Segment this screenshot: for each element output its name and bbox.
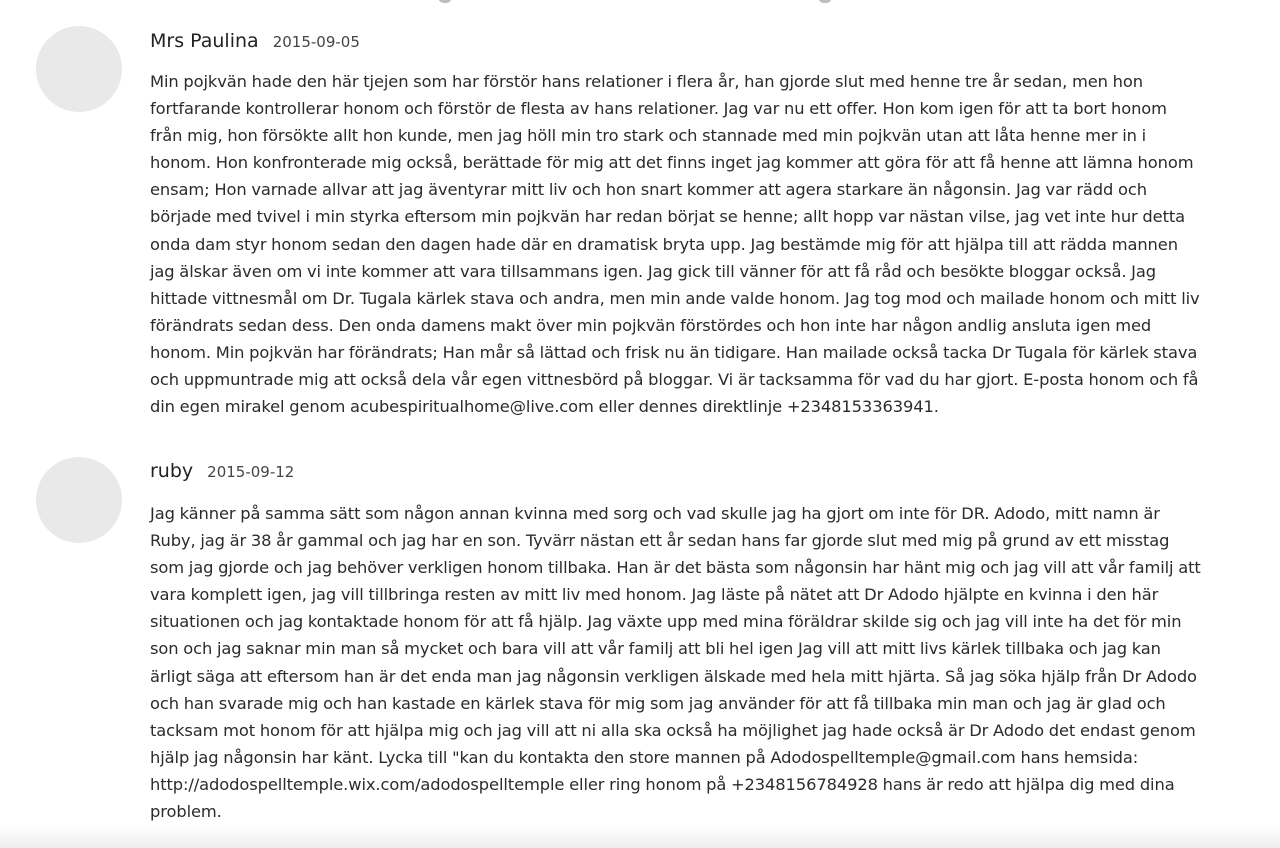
comment-text: Jag känner på samma sätt som någon annan kvinna med sorg och vad skulle jag ha gjort om inte för DR. Adodo, mitt namn är Ruby, jag är 38 år gammal och jag har en son. Tyvärr nästan ett år sedan hans far gjorde slut med mig på grund av ett misstag som jag gjorde och jag behöver verkligen honom tillbaka. Han är det bästa som någonsin har hänt mig och jag vill att vår familj att vara komplett igen, jag vill tillbringa resten av mitt liv med honom. Jag läste på nätet att Dr Adodo hjälpte en kvinna i den här situationen och jag kontaktade honom för att få hjälp. Jag växte upp med mina föräldrar skilde sig och jag vill inte ha det för min son och jag saknar min man så mycket och bara vill att vår familj att bli hel igen Jag vill att mitt livs kärlek tillbaka och jag kan ärligt säga att eftersom han är det enda man jag någonsin verkligen älskade med hela mitt hjärta. Så jag söka hjälp från Dr Adodo och han svarade mig och han kastade en kärlek stava för mig som jag använder för att få tillbaka min man och jag är glad och tacksam mot honom för att hjälpa mig och jag vill att ni alla ska också ha möjlighet jag hade också är Dr Adodo det endast genom hjälp jag någonsin har känt. Lycka till "kan du kontakta den store mannen på Adodospelltemple@gmail.com hans hemsida: http://adodospelltemple.wix.com/adodospelltemple eller ring honom på +2348156784928 hans är redo att hjälpa dig med dina problem. (150, 504, 1201, 822)
clipped-previous-content (0, 0, 1280, 4)
bottom-edge (0, 826, 1280, 848)
comment-text: Min pojkvän hade den här tjejen som har förstör hans relationer i flera år, han gjorde slut med henne tre år sedan, men hon fortfarande kontrollerar honom och förstör de flesta av hans relationer. Jag var nu ett offer. Hon kom igen för att ta bort honom från mig, hon försökte allt hon kunde, men jag höll min tro stark och stannade med min pojkvän utan att låta henne mer in i honom. Hon konfronterade mig också, berättade för mig att det finns inget jag kommer att göra för att få henne att lämna honom ensam; Hon varnade allvar att jag äventyrar mitt liv och hon snart kommer att agera starkare än någonsin. Jag var rädd och började med tvivel i min styrka eftersom min pojkvän har redan börjat se henne; allt hopp var nästan vilse, jag vet inte hur detta onda dam styr honom sedan den dagen hade där en dramatisk bryta upp. Jag bestämde mig för att hjälpa till att rädda mannen jag älskar även om vi inte kommer att vara tillsammans igen. Jag gick till vänner för att få råd och besökte bloggar också. Jag hittade vittnesmål om Dr. Tugala kärlek stava och andra, men min ande valde honom. Jag tog mod och mailade honom och mitt liv förändrats sedan dess. Den onda damens makt över min pojkvän förstördes och hon inte har någon andlig ansluta igen med honom. Min pojkvän har förändrats; Han mår så lättad och frisk nu än tidigare. Han mailade också tacka Dr Tugala för kärlek stava och uppmuntrade mig att också dela vår egen vittnesbörd på bloggar. Vi är tacksamma för vad du har gjort. E-posta honom och få din egen mirakel genom acubespiritualhome@live.com eller dennes direktlinje +2348153363941. (150, 72, 1200, 417)
comment-date: 2015-09-12 (207, 463, 295, 481)
comment-meta (150, 30, 360, 52)
comment-date: 2015-09-05 (272, 33, 360, 51)
comment-author: Mrs Paulina (150, 30, 259, 52)
avatar (36, 457, 122, 543)
avatar (36, 26, 122, 112)
comment-meta (150, 460, 294, 482)
comment-author: ruby (150, 460, 194, 482)
